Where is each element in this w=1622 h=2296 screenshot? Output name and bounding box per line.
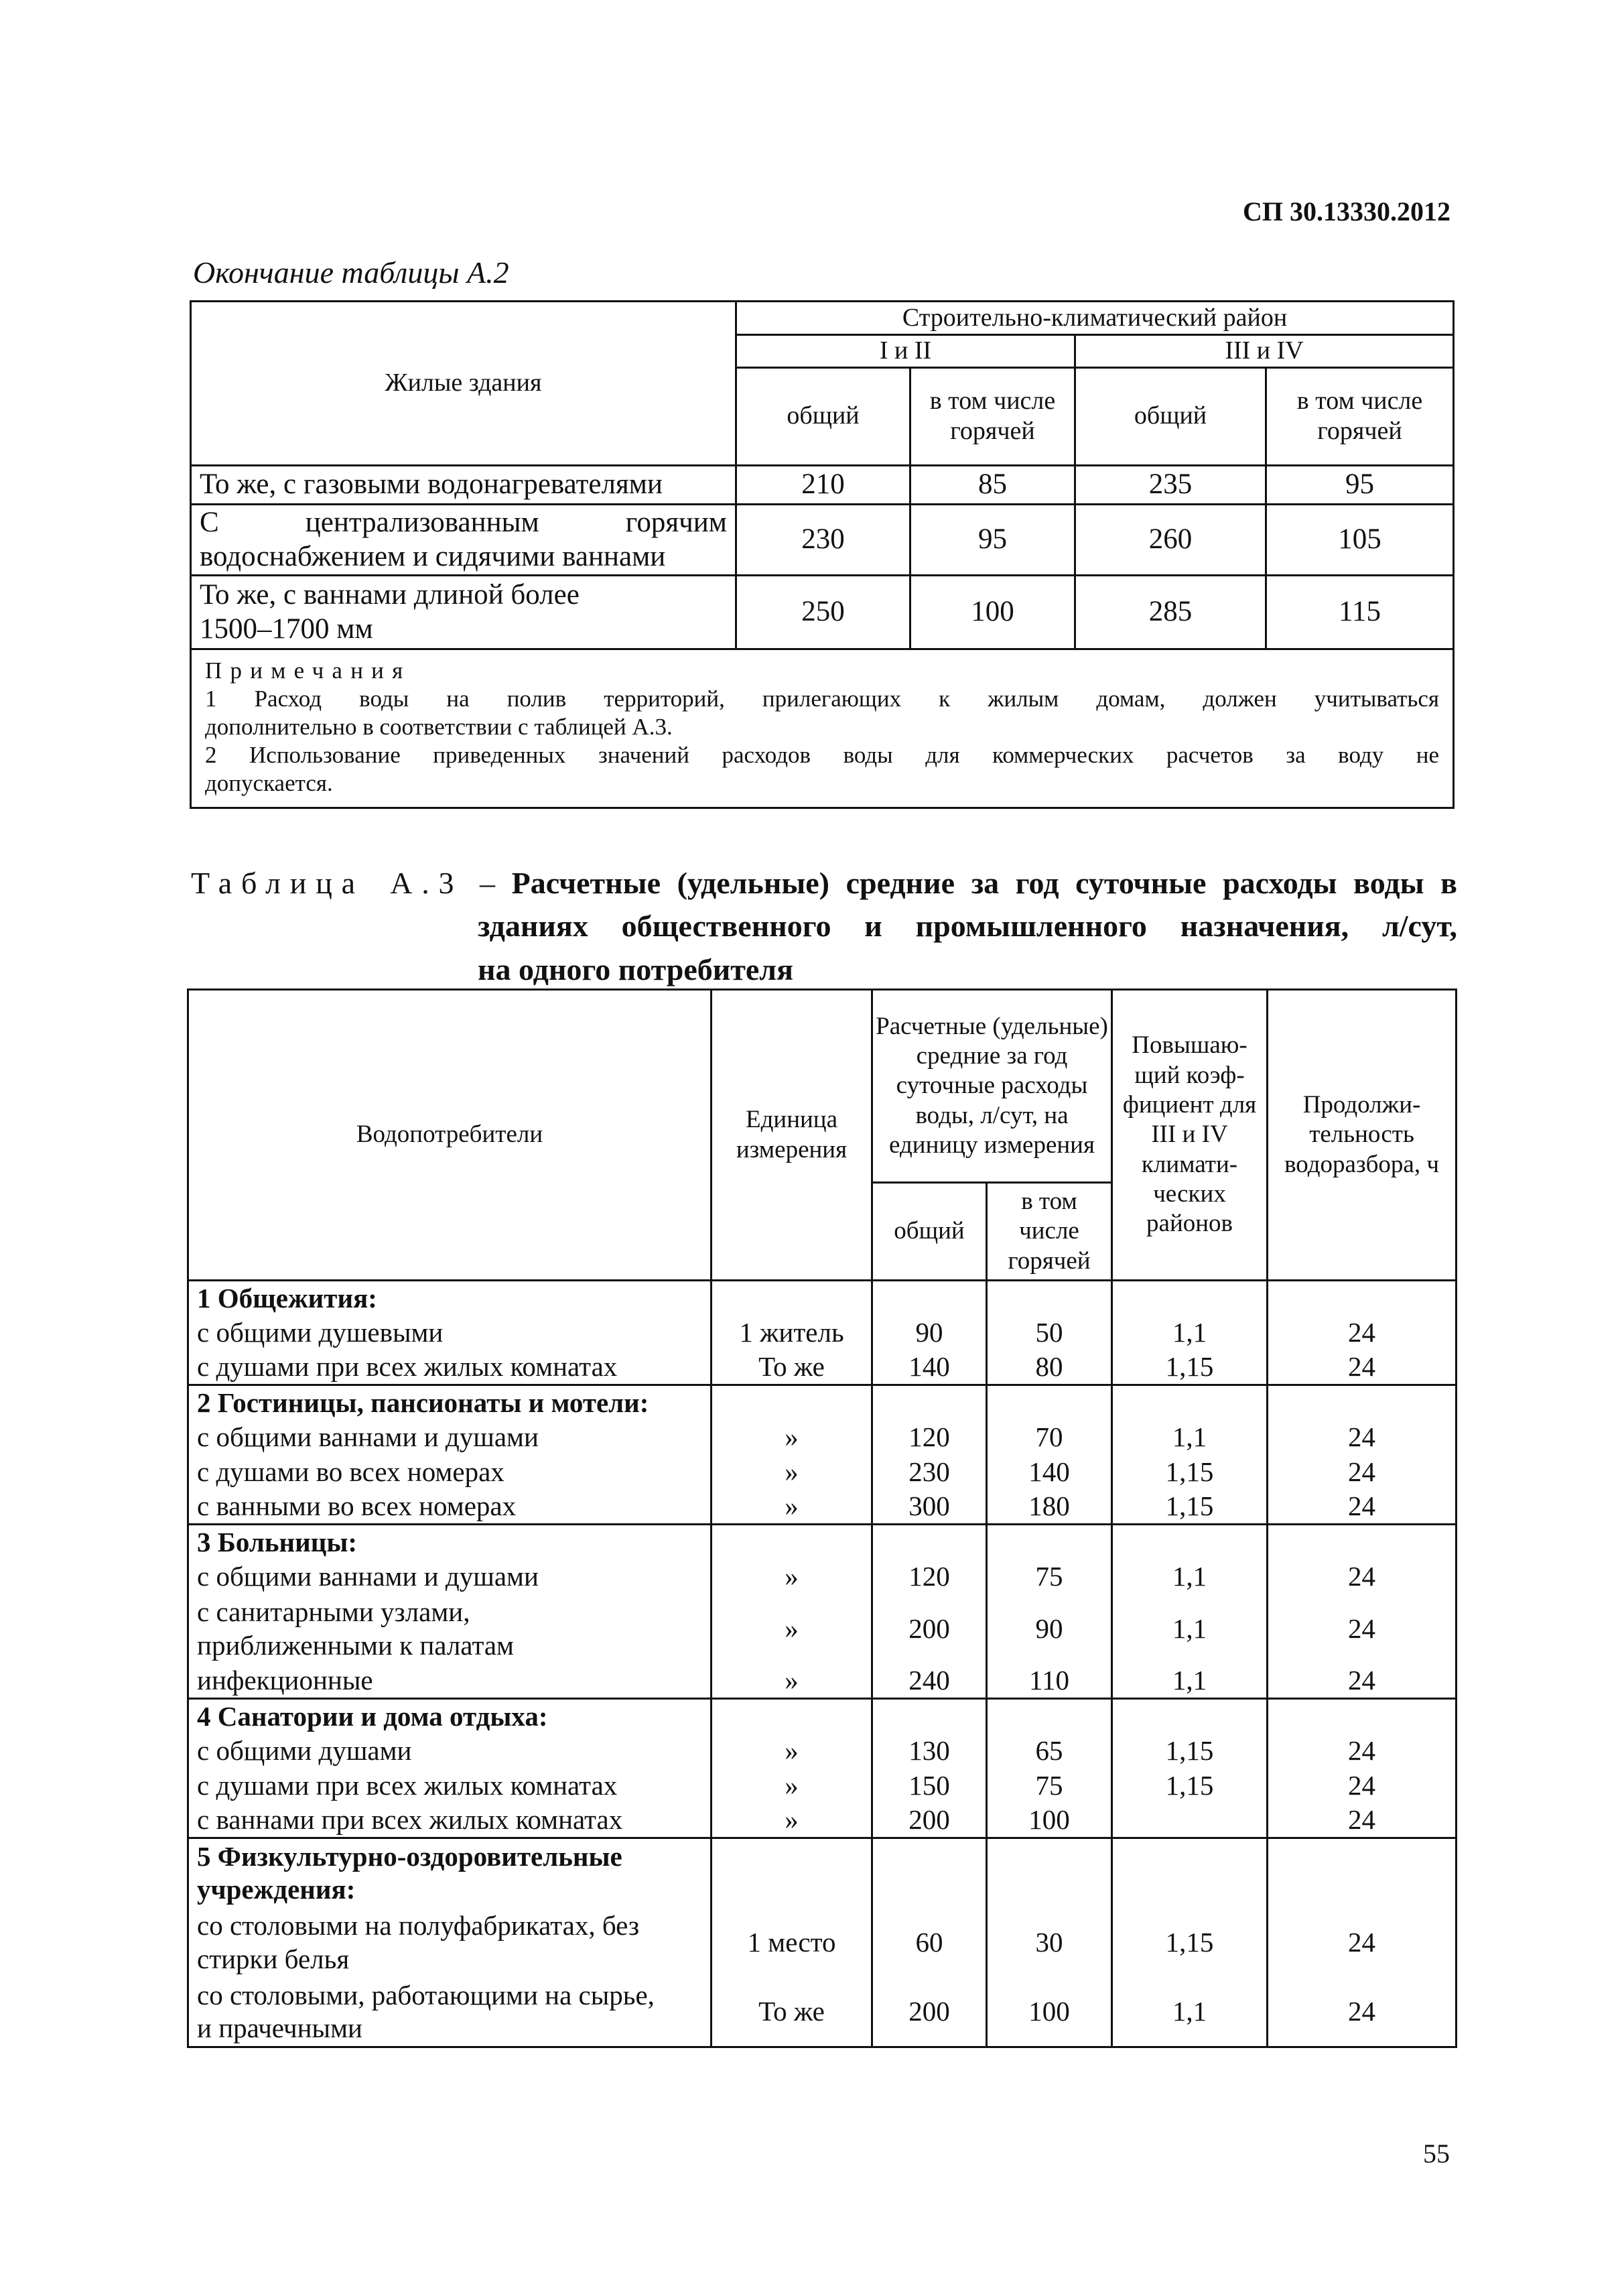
notes [191,649,1454,808]
table-a2-continuation-caption: Окончание таблицы А.2 [193,255,509,290]
notes-row [191,649,1454,808]
row-name: с общими душевыми [188,1316,712,1350]
cell-total: 140 [872,1350,987,1385]
cell-coefficient: 1,15 [1112,1908,1268,1978]
row-name [191,575,736,649]
table-a3-label: Таблица А.3 [191,866,464,900]
cell-duration: 24 [1268,1455,1457,1490]
group-row [188,1525,1457,1559]
header-total: общий [736,367,910,465]
cell-hot: 50 [987,1316,1112,1350]
row-name-line: с санитарными узлами, [197,1596,470,1628]
table-a3-title: Расчетные (удельные) средние за год суточные расходы воды в [511,866,1458,900]
cell-unit: » [712,1455,872,1490]
table-row [188,1803,1457,1838]
cell-value: 100 [910,575,1075,649]
cell-coefficient: 1,1 [1112,1664,1268,1699]
cell-coefficient [1112,1803,1268,1838]
cell-total: 120 [872,1420,987,1455]
table-row [188,1769,1457,1803]
table-row [188,1490,1457,1525]
row-name: с общими ваннами и душами [188,1559,712,1594]
table-row [188,1559,1457,1594]
cell-unit: » [712,1803,872,1838]
cell-duration: 24 [1268,1734,1457,1769]
row-name-line: водоснабжением и сидячими ваннами [200,541,666,573]
cell-coefficient: 1,1 [1112,1420,1268,1455]
table-row [188,1455,1457,1490]
cell-coefficient: 1,1 [1112,1559,1268,1594]
row-name: с ванными во всех номерах [188,1490,712,1525]
cell-coefficient: 1,15 [1112,1490,1268,1525]
cell-total: 300 [872,1490,987,1525]
header-hot: в том числе горячей [1266,367,1454,465]
row-name [188,1978,712,2047]
header-total: общий [872,1183,987,1281]
cell-coefficient: 1,15 [1112,1734,1268,1769]
note-2-line: 2 Использование приведенных значений расходов воды для коммерческих расчетов за воду не [205,741,1440,768]
cell-coefficient: 1,1 [1112,1594,1268,1664]
table-a3-title-line: зданиях общественного и промышленного назначения, л/сут, [478,909,1457,944]
cell-coefficient: 1,15 [1112,1350,1268,1385]
cell-unit: То же [712,1978,872,2047]
header-residential-buildings: Жилые здания [191,302,736,466]
note-1-line: дополнительно в соответствии с таблицей А.3. [205,713,673,740]
group-title-line: учреждения: [197,1874,356,1905]
cell-duration: 24 [1268,1316,1457,1350]
group-row [188,1385,1457,1420]
cell-total: 230 [872,1455,987,1490]
cell-hot: 180 [987,1490,1112,1525]
cell-unit: 1 житель [712,1316,872,1350]
cell-total: 150 [872,1769,987,1803]
cell-hot: 100 [987,1803,1112,1838]
cell-duration: 24 [1268,1594,1457,1664]
header-unit: Единица измерения [712,990,872,1281]
cell-hot: 70 [987,1420,1112,1455]
header-region-3-4: III и IV [1075,335,1454,368]
cell-unit: То же [712,1350,872,1385]
header-climatic-region: Строительно-климатический район [736,302,1454,335]
cell-total: 200 [872,1978,987,2047]
group-row [188,1281,1457,1316]
cell-hot: 140 [987,1455,1112,1490]
row-name: с ваннами при всех жилых комнатах [188,1803,712,1838]
cell-value: 105 [1266,504,1454,575]
row-name [191,504,736,575]
cell-value: 85 [910,465,1075,504]
cell-unit: 1 место [712,1908,872,1978]
cell-unit: » [712,1594,872,1664]
cell-coefficient: 1,1 [1112,1978,1268,2047]
group-title: 3 Больницы: [188,1525,712,1559]
header-hot: в том числе горячей [987,1183,1112,1281]
note-2-line: допускается. [205,769,333,796]
row-name-line: С централизованным горячим [200,506,727,538]
cell-total: 240 [872,1664,987,1699]
group-title: 2 Гостиницы, пансионаты и мотели: [188,1385,712,1420]
table-a3-title-line: на одного потребителя [478,952,793,986]
row-name: с душами при всех жилых комнатах [188,1350,712,1385]
cell-value: 95 [1266,465,1454,504]
row-name-line: То же, с ваннами длиной более [200,578,580,611]
header-duration: Продолжи-тельность водоразбора, ч [1268,990,1457,1281]
table-a3-caption [191,862,1457,991]
cell-unit: » [712,1490,872,1525]
cell-value: 95 [910,504,1075,575]
table-row [188,1316,1457,1350]
cell-hot: 65 [987,1734,1112,1769]
row-name-line: и прачечными [197,2012,362,2043]
header-coefficient: Повышаю-щий коэф-фициент для III и IV климати-ческих районов [1112,990,1268,1281]
row-name-line: 1500–1700 мм [200,613,373,645]
caption-dash: – [463,866,512,900]
cell-hot: 75 [987,1559,1112,1594]
cell-duration: 24 [1268,1490,1457,1525]
cell-duration: 24 [1268,1978,1457,2047]
group-title: 4 Санатории и дома отдыха: [188,1699,712,1734]
header-consumers: Водопотребители [188,990,712,1281]
cell-duration: 24 [1268,1350,1457,1385]
table-row [191,575,1454,649]
cell-hot: 80 [987,1350,1112,1385]
cell-hot: 110 [987,1664,1112,1699]
cell-hot: 100 [987,1978,1112,2047]
cell-total: 130 [872,1734,987,1769]
header-rates: Расчетные (удельные) средние за год суточные расходы воды, л/сут, на единицу измерения [872,990,1112,1183]
cell-total: 90 [872,1316,987,1350]
cell-total: 120 [872,1559,987,1594]
cell-duration: 24 [1268,1908,1457,1978]
table-a3 [187,988,1457,2048]
cell-coefficient: 1,1 [1112,1316,1268,1350]
cell-coefficient: 1,15 [1112,1455,1268,1490]
cell-unit: » [712,1769,872,1803]
cell-duration: 24 [1268,1664,1457,1699]
cell-unit: » [712,1734,872,1769]
cell-unit: » [712,1664,872,1699]
table-row [188,1594,1457,1664]
table-row [188,1350,1457,1385]
row-name: с душами во всех номерах [188,1455,712,1490]
cell-value: 235 [1075,465,1266,504]
cell-total: 200 [872,1594,987,1664]
cell-total: 200 [872,1803,987,1838]
cell-hot: 30 [987,1908,1112,1978]
row-name: с общими душами [188,1734,712,1769]
table-row [188,1978,1457,2047]
table-row [188,1908,1457,1978]
cell-unit: » [712,1420,872,1455]
cell-duration: 24 [1268,1803,1457,1838]
table-a2 [190,300,1455,809]
cell-value: 260 [1075,504,1266,575]
table-row [191,465,1454,504]
row-name: с общими ваннами и душами [188,1420,712,1455]
cell-coefficient: 1,15 [1112,1769,1268,1803]
row-name: инфекционные [188,1664,712,1699]
cell-total: 60 [872,1908,987,1978]
document-code: СП 30.13330.2012 [1243,196,1450,227]
group-title-line: 5 Физкультурно-оздоровительные [197,1841,622,1872]
header-region-1-2: I и II [736,335,1075,368]
group-row [188,1838,1457,1908]
page-number: 55 [1423,2139,1450,2169]
cell-value: 210 [736,465,910,504]
header-hot: в том числе горячей [910,367,1075,465]
table-row [188,1664,1457,1699]
cell-value: 115 [1266,575,1454,649]
cell-value: 285 [1075,575,1266,649]
group-row [188,1699,1457,1734]
row-name [188,1594,712,1664]
header-total: общий [1075,367,1266,465]
cell-duration: 24 [1268,1769,1457,1803]
row-name-line: приближенными к палатам [197,1629,515,1661]
cell-value: 250 [736,575,910,649]
table-row [188,1420,1457,1455]
table-row [191,504,1454,575]
cell-value: 230 [736,504,910,575]
row-name-line: со столовыми, работающими на сырье, [197,1979,655,2011]
row-name: с душами при всех жилых комнатах [188,1769,712,1803]
cell-duration: 24 [1268,1559,1457,1594]
row-name: То же, с газовыми водонагревателями [191,465,736,504]
note-1-line: 1 Расход воды на полив территорий, прилегающих к жилым домам, должен учитываться [205,685,1440,712]
cell-hot: 90 [987,1594,1112,1664]
table-row [188,1734,1457,1769]
cell-duration: 24 [1268,1420,1457,1455]
row-name [188,1908,712,1978]
group-title [188,1838,712,1908]
group-title: 1 Общежития: [188,1281,712,1316]
row-name-line: со столовыми на полуфабрикатах, без [197,1910,640,1941]
cell-hot: 75 [987,1769,1112,1803]
cell-unit: » [712,1559,872,1594]
row-name-line: стирки белья [197,1943,350,1974]
notes-title: Примечания [205,657,411,684]
